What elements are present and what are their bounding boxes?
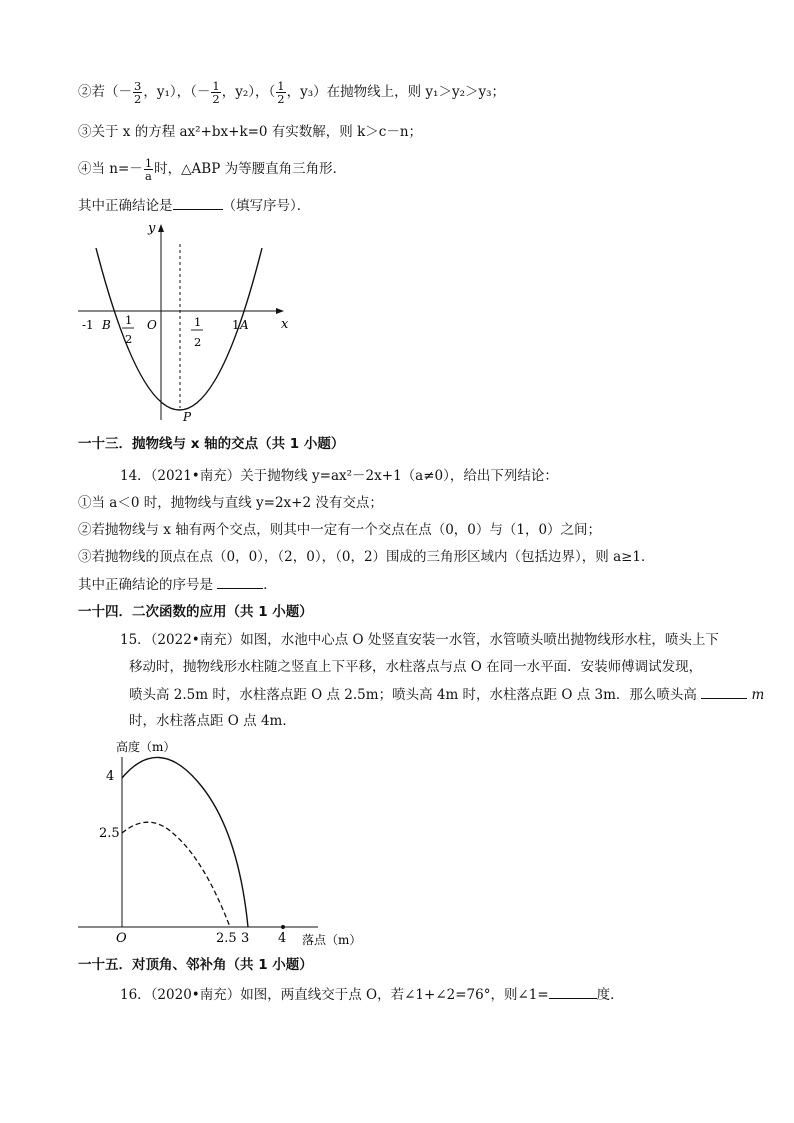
fraction-1-2-b: $\frac{1}{2}$ [277,79,285,106]
graph1-label-p: P [183,410,192,424]
graph2-tick-x-4: 4 [278,931,287,946]
graph2-point-4 [281,925,285,929]
graph1-neg-half-den: 2 [125,332,133,346]
q15-line-4: 时，水柱落点距 O 点 4m． [129,713,296,729]
q15-line-1: 15．（2022•南充）如图，水池中心点 O 处竖直安装一水管，水管喷头喷出抛物线形水柱，喷头上下 [120,632,719,648]
q13-item-3: ③关于 x 的方程 ax²+bx+k=0 有实数解，则 k＞c－n； [78,124,423,140]
fraction-1-2-a: $\frac{1}{2}$ [212,79,220,106]
graph1-y-arrow [158,224,164,232]
graph1-label-origin: O [147,318,157,332]
graph1-label-a: A [240,318,249,332]
q13-item-2: ②若（－ $\frac{3}{2}$ ，y₁），（－ $\frac{1}{2}$ ，y₂），（ $\frac{1}{2}$ ，y₃）在抛物线上，则 y₁＞y₂＞y₃； [78,79,506,106]
q15-line-2: 移动时，抛物线形水柱随之竖直上下平移，水柱落点与点 O 在同一水平面．安装师傅调试发现， [129,659,703,675]
graph2-tick-x-3: 3 [241,931,250,946]
q14-stem: 14．（2021•南充）关于抛物线 y=ax²－2x+1（a≠0），给出下列结论： [120,468,558,484]
graph2-tick-y-2-5: 2.5 [99,826,120,841]
section-15-title: 一十五．对顶角、邻补角（共 1 小题） [78,957,313,973]
parabola-graph [76,216,300,428]
graph1-label-minus-one: -1 [82,318,94,332]
q13-item-4: ④当 n=－ $\frac{1}{a}$ 时，△ABP 为等腰直角三角形． [78,156,347,183]
graph1-label-one: 1 [232,318,240,332]
q16-stem: 16．（2020•南充）如图，两直线交于点 O，若∠1+∠2=76°，则∠1= 度． [120,984,624,1005]
graph2-dashed-jet [122,822,230,927]
graph2-tick-x-2-5: 2.5 [216,931,237,946]
graph2-y-axis-label: 高度（m） [116,740,176,754]
section-13-title: 一十三．抛物线与 x 轴的交点（共 1 小题） [78,436,345,452]
q14-item-2: ②若抛物线与 x 轴有两个交点，则其中一定有一个交点在点（0，0）与（1，0）之间； [78,522,602,538]
water-jet-graph [76,732,366,948]
graph1-half-num: 1 [194,315,202,329]
graph1-x-label: x [281,317,289,332]
graph1-half-den: 2 [194,335,202,349]
fraction-3-2: $\frac{3}{2}$ [134,79,142,106]
graph1-x-arrow [276,308,284,314]
q13-answer-line: 其中正确结论是 （填写序号）． [78,195,310,216]
graph2-origin-label: O [116,931,127,946]
answer-blank[interactable] [701,684,747,699]
graph2-x-axis-label: 落点（m） [302,933,362,947]
graph1-label-b: B [102,318,111,332]
q15-line-3: 喷头高 2.5m 时，水柱落点距 O 点 2.5m；喷头高 4m 时，水柱落点距 O 点 3m．那么喷头高 m [129,684,764,705]
answer-blank[interactable] [549,984,597,999]
q14-item-3: ③若抛物线的顶点在点（0，0），（2，0），（0，2）围成的三角形区域内（包括边界），则 a≥1． [78,549,655,565]
graph2-tick-y-4: 4 [106,769,115,784]
fraction-1-a: $\frac{1}{a}$ [144,156,153,183]
graph2-solid-jet [122,757,248,927]
answer-blank[interactable] [173,195,223,210]
section-14-title: 一十四．二次函数的应用（共 1 小题） [78,604,313,620]
graph1-y-label: y [148,221,156,236]
q14-answer-line: 其中正确结论的序号是 ． [78,574,277,595]
q14-item-1: ①当 a＜0 时，抛物线与直线 y=2x+2 没有交点； [78,495,383,511]
graph1-neg-half-num: 1 [125,313,133,327]
answer-blank[interactable] [217,574,263,589]
